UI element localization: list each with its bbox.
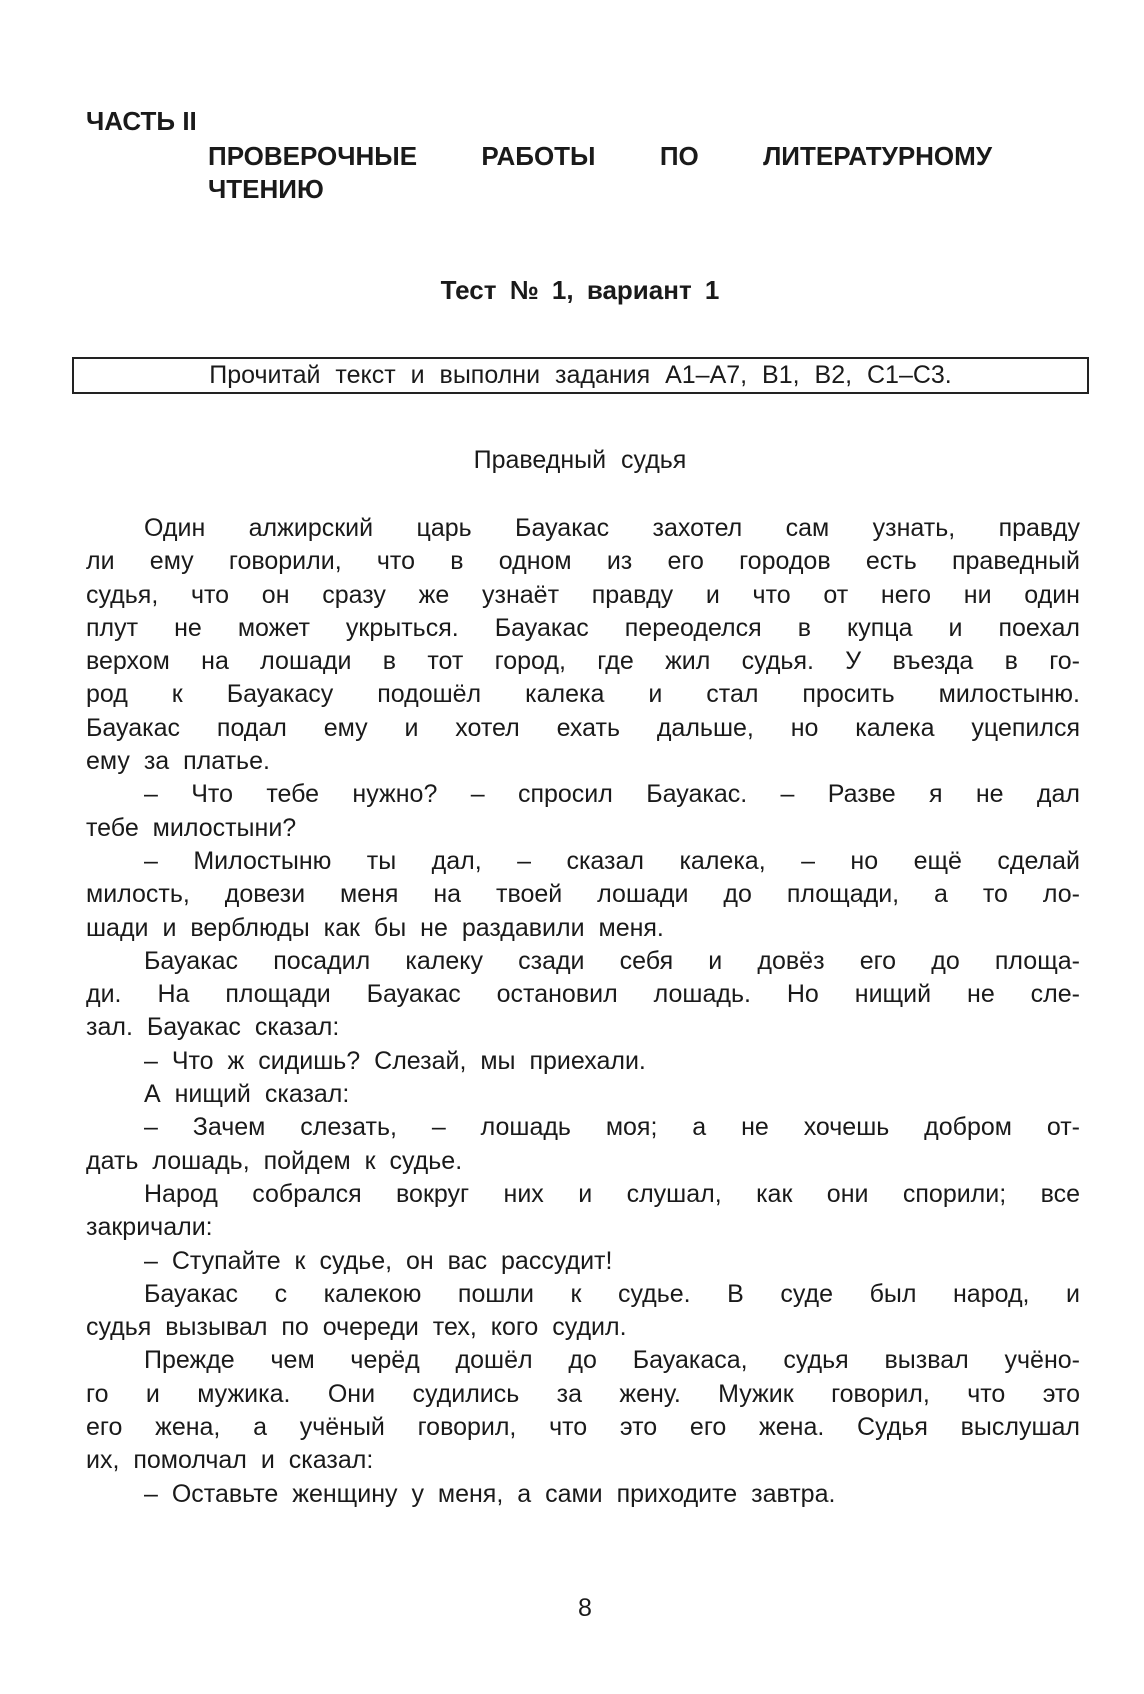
section-title-line-2: ЧТЕНИЮ bbox=[208, 174, 324, 204]
section-title-line-1: ПРОВЕРОЧНЫЕ РАБОТЫ ПО ЛИТЕРАТУРНОМУ bbox=[208, 141, 992, 171]
text-line: ли ему говорили, что в одном из его городов есть праведный bbox=[86, 547, 1080, 576]
text-line: Прежде чем черёд дошёл до Бауакаса, судья вызвал учёно- bbox=[144, 1346, 1080, 1375]
page-number: 8 bbox=[578, 1594, 592, 1622]
text-line: зал. Бауакас сказал: bbox=[86, 1013, 340, 1042]
text-line: Бауакас подал ему и хотел ехать дальше, но калека уцепился bbox=[86, 713, 1080, 742]
text-line: закричали: bbox=[86, 1213, 213, 1242]
paragraph bbox=[86, 1178, 1080, 1245]
text-line: милость, довези меня на твоей лошади до площади, а то ло- bbox=[86, 880, 1080, 909]
story-body bbox=[86, 512, 1080, 1511]
text-line: плут не может укрыться. Бауакас переоделся в купца и поехал bbox=[86, 613, 1080, 642]
text-line: судья, что он сразу же узнаёт правду и что от него ни один bbox=[86, 580, 1080, 609]
paragraph bbox=[86, 945, 1080, 1045]
text-line: тебе милостыни? bbox=[86, 813, 297, 842]
text-line: Бауакас посадил калеку сзади себя и довёз его до площа- bbox=[144, 946, 1080, 975]
text-line: род к Бауакасу подошёл калека и стал просить милостыню. bbox=[86, 680, 1080, 709]
instruction-box bbox=[72, 357, 1089, 394]
instruction-text: Прочитай текст и выполни задания А1–А7, В1, В2, С1–С3. bbox=[209, 361, 952, 389]
paragraph bbox=[86, 1078, 1080, 1111]
text-line: – Зачем слезать, – лошадь моя; а не хочешь добром от- bbox=[144, 1113, 1080, 1142]
paragraph bbox=[86, 1478, 1080, 1511]
text-line: дать лошадь, пойдем к судье. bbox=[86, 1146, 463, 1175]
text-line: шади и верблюды как бы не раздавили меня. bbox=[86, 913, 664, 942]
test-title: Тест № 1, вариант 1 bbox=[440, 275, 720, 305]
text-line: го и мужика. Они судились за жену. Мужик говорил, что это bbox=[86, 1379, 1080, 1408]
text-line: ему за платье. bbox=[86, 747, 270, 776]
text-line: Народ собрался вокруг них и слушал, как они спорили; все bbox=[144, 1179, 1080, 1208]
text-line: Бауакас с калекою пошли к судье. В суде был народ, и bbox=[144, 1279, 1080, 1308]
text-line: – Милостыню ты дал, – сказал калека, – но ещё сделай bbox=[144, 846, 1080, 875]
part-heading: ЧАСТЬ II bbox=[86, 106, 197, 136]
paragraph bbox=[86, 778, 1080, 845]
text-line: А нищий сказал: bbox=[144, 1080, 350, 1109]
text-line: его жена, а учёный говорил, что это его жена. Судья выслушал bbox=[86, 1413, 1080, 1442]
text-line: Один алжирский царь Бауакас захотел сам узнать, правду bbox=[144, 514, 1080, 542]
text-line: – Что тебе нужно? – спросил Бауакас. – Разве я не дал bbox=[144, 780, 1080, 809]
paragraph bbox=[86, 1045, 1080, 1078]
text-line: – Что ж сидишь? Слезай, мы приехали. bbox=[144, 1046, 646, 1075]
paragraph bbox=[86, 845, 1080, 945]
text-line: судья вызывал по очереди тех, кого судил. bbox=[86, 1313, 627, 1342]
text-line: – Ступайте к судье, он вас рассудит! bbox=[144, 1246, 613, 1275]
text-line: верхом на лошади в тот город, где жил судья. У въезда в го- bbox=[86, 647, 1080, 676]
text-line: их, помолчал и сказал: bbox=[86, 1446, 374, 1475]
paragraph bbox=[86, 1111, 1080, 1178]
paragraph bbox=[86, 512, 1080, 778]
paragraph bbox=[86, 1245, 1080, 1278]
text-line: ди. На площади Бауакас остановил лошадь. Но нищий не сле- bbox=[86, 980, 1080, 1009]
paragraph bbox=[86, 1344, 1080, 1477]
paragraph bbox=[86, 1278, 1080, 1345]
text-line: – Оставьте женщину у меня, а сами приходите завтра. bbox=[144, 1479, 836, 1508]
story-title: Праведный судья bbox=[473, 446, 687, 474]
